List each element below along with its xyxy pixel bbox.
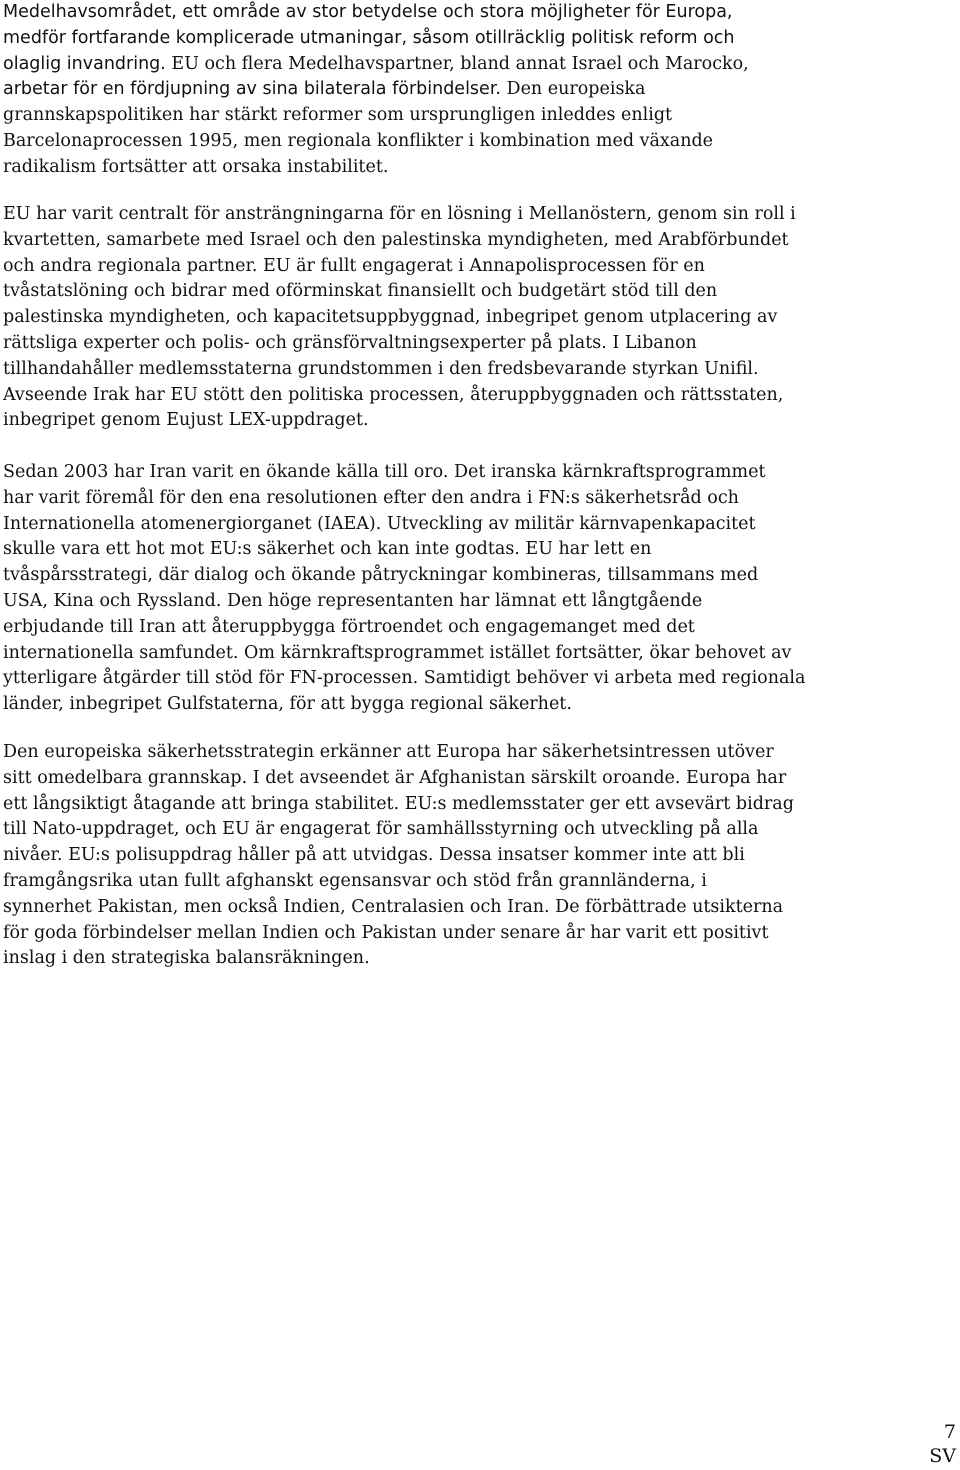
text-line: länder, inbegripet Gulfstaterna, för att bygga regional säkerhet. [3, 694, 572, 715]
text-line: tillhandahåller medlemsstaterna grundstommen i den fredsbevarande styrkan Unifil. [3, 358, 759, 379]
text-line: synnerhet Pakistan, men också Indien, Centralasien och Iran. De förbättrade utsikterna [3, 896, 784, 917]
text-line: internationella samfundet. Om kärnkraftsprogrammet istället fortsätter, ökar behovet av [3, 642, 792, 663]
text-line: erbjudande till Iran att återuppbygga förtroendet och engagemanget med det [3, 616, 695, 637]
text-line: inbegripet genom Eujust LEX-uppdraget. [3, 410, 369, 431]
text-line: grannskapspolitiken har stärkt reformer som ursprungligen inleddes enligt [3, 105, 673, 126]
text-line: EU har varit centralt för ansträngningarna för en lösning i Mellanöstern, genom sin roll i [3, 204, 796, 224]
text-line: och andra regionala partner. EU är fullt engagerat i Annapolisprocessen för en [3, 255, 705, 276]
text-line: Den europeiska säkerhetsstrategin erkänner att Europa har säkerhetsintressen utöver [3, 742, 774, 762]
text-line: skulle vara ett hot mot EU:s säkerhet och kan inte godtas. EU har lett en [3, 539, 652, 560]
text-line: inslag i den strategiska balansräkningen. [3, 948, 370, 969]
text-line: medför fortfarande komplicerade utmaningar, såsom otillräcklig politisk reform och [3, 27, 735, 48]
text-line: palestinska myndigheten, och kapacitetsuppbyggnad, inbegripet genom utplacering av [3, 307, 778, 328]
text-line: nivåer. EU:s polisuppdrag håller på att utvidgas. Dessa insatser kommer inte att bli [3, 845, 745, 866]
text-line: ett långsiktigt åtagande att bringa stabilitet. EU:s medlemsstater ger ett avsevärt bidrag [3, 793, 794, 814]
text-line: Medelhavsområdet, ett område av stor betydelse och stora möjligheter för Europa, [3, 2, 733, 22]
text-line: radikalism fortsätter att orsaka instabilitet. [3, 156, 389, 177]
text-line: har varit föremål för den ena resolutionen efter den andra i FN:s säkerhetsråd och [3, 487, 739, 508]
text-line: tvåstatslöning och bidrar med oförminskat finansiellt och budgetärt stöd till den [3, 281, 718, 302]
text-line: rättsliga experter och polis- och gränsförvaltningsexperter på plats. I Libanon [3, 332, 697, 353]
text-line: för goda förbindelser mellan Indien och Pakistan under senare år har varit ett positivt [3, 922, 769, 943]
text-line: Barcelonaprocessen 1995, men regionala konflikter i kombination med växande [3, 130, 714, 151]
text-line [3, 77, 749, 103]
text-line: Sedan 2003 har Iran varit en ökande källa till oro. Det iranska kärnkraftsprogrammet [3, 462, 766, 482]
text-line: kvartetten, samarbete med Israel och den palestinska myndigheten, med Arabförbundet [3, 229, 789, 250]
text-line [3, 52, 749, 78]
text-line: till Nato-uppdraget, och EU är engagerat för samhällsstyrning och utveckling på alla [3, 819, 759, 840]
text-line: framgångsrika utan fullt afghanskt egensansvar och stöd från grannländerna, i [3, 870, 707, 891]
text-run: Den europeiska [500, 79, 646, 100]
paragraph-iran [3, 460, 805, 718]
text-run: EU och flera Medelhavspartner, bland annat Israel och Marocko, [165, 53, 749, 74]
page-footer [929, 1420, 956, 1468]
paragraph-afghanistan [3, 740, 794, 972]
text-line: USA, Kina och Ryssland. Den höge representanten har lämnat ett långtgående [3, 590, 703, 611]
text-line: Avseende Irak har EU stött den politiska processen, återuppbyggnaden och rättsstaten, [3, 384, 784, 405]
text-line: tvåspårsstrategi, där dialog och ökande påtryckningar kombineras, tillsammans med [3, 565, 759, 586]
text-line: Internationella atomenergiorganet (IAEA). Utveckling av militär kärnvapenkapacitet [3, 513, 756, 534]
language-code: SV [929, 1445, 956, 1467]
paragraph-mediterranean [3, 0, 749, 181]
text-line: sitt omedelbara grannskap. I det avseendet är Afghanistan särskilt oroande. Europa har [3, 767, 787, 788]
page-number: 7 [943, 1421, 956, 1443]
text-run: olaglig invandring. [3, 53, 166, 74]
text-run: arbetar för en fördjupning av sina bilaterala förbindelser. [3, 79, 501, 100]
paragraph-middle-east [3, 202, 796, 434]
text-line: ytterligare åtgärder till stöd för FN-processen. Samtidigt behöver vi arbeta med regionala [3, 668, 806, 689]
